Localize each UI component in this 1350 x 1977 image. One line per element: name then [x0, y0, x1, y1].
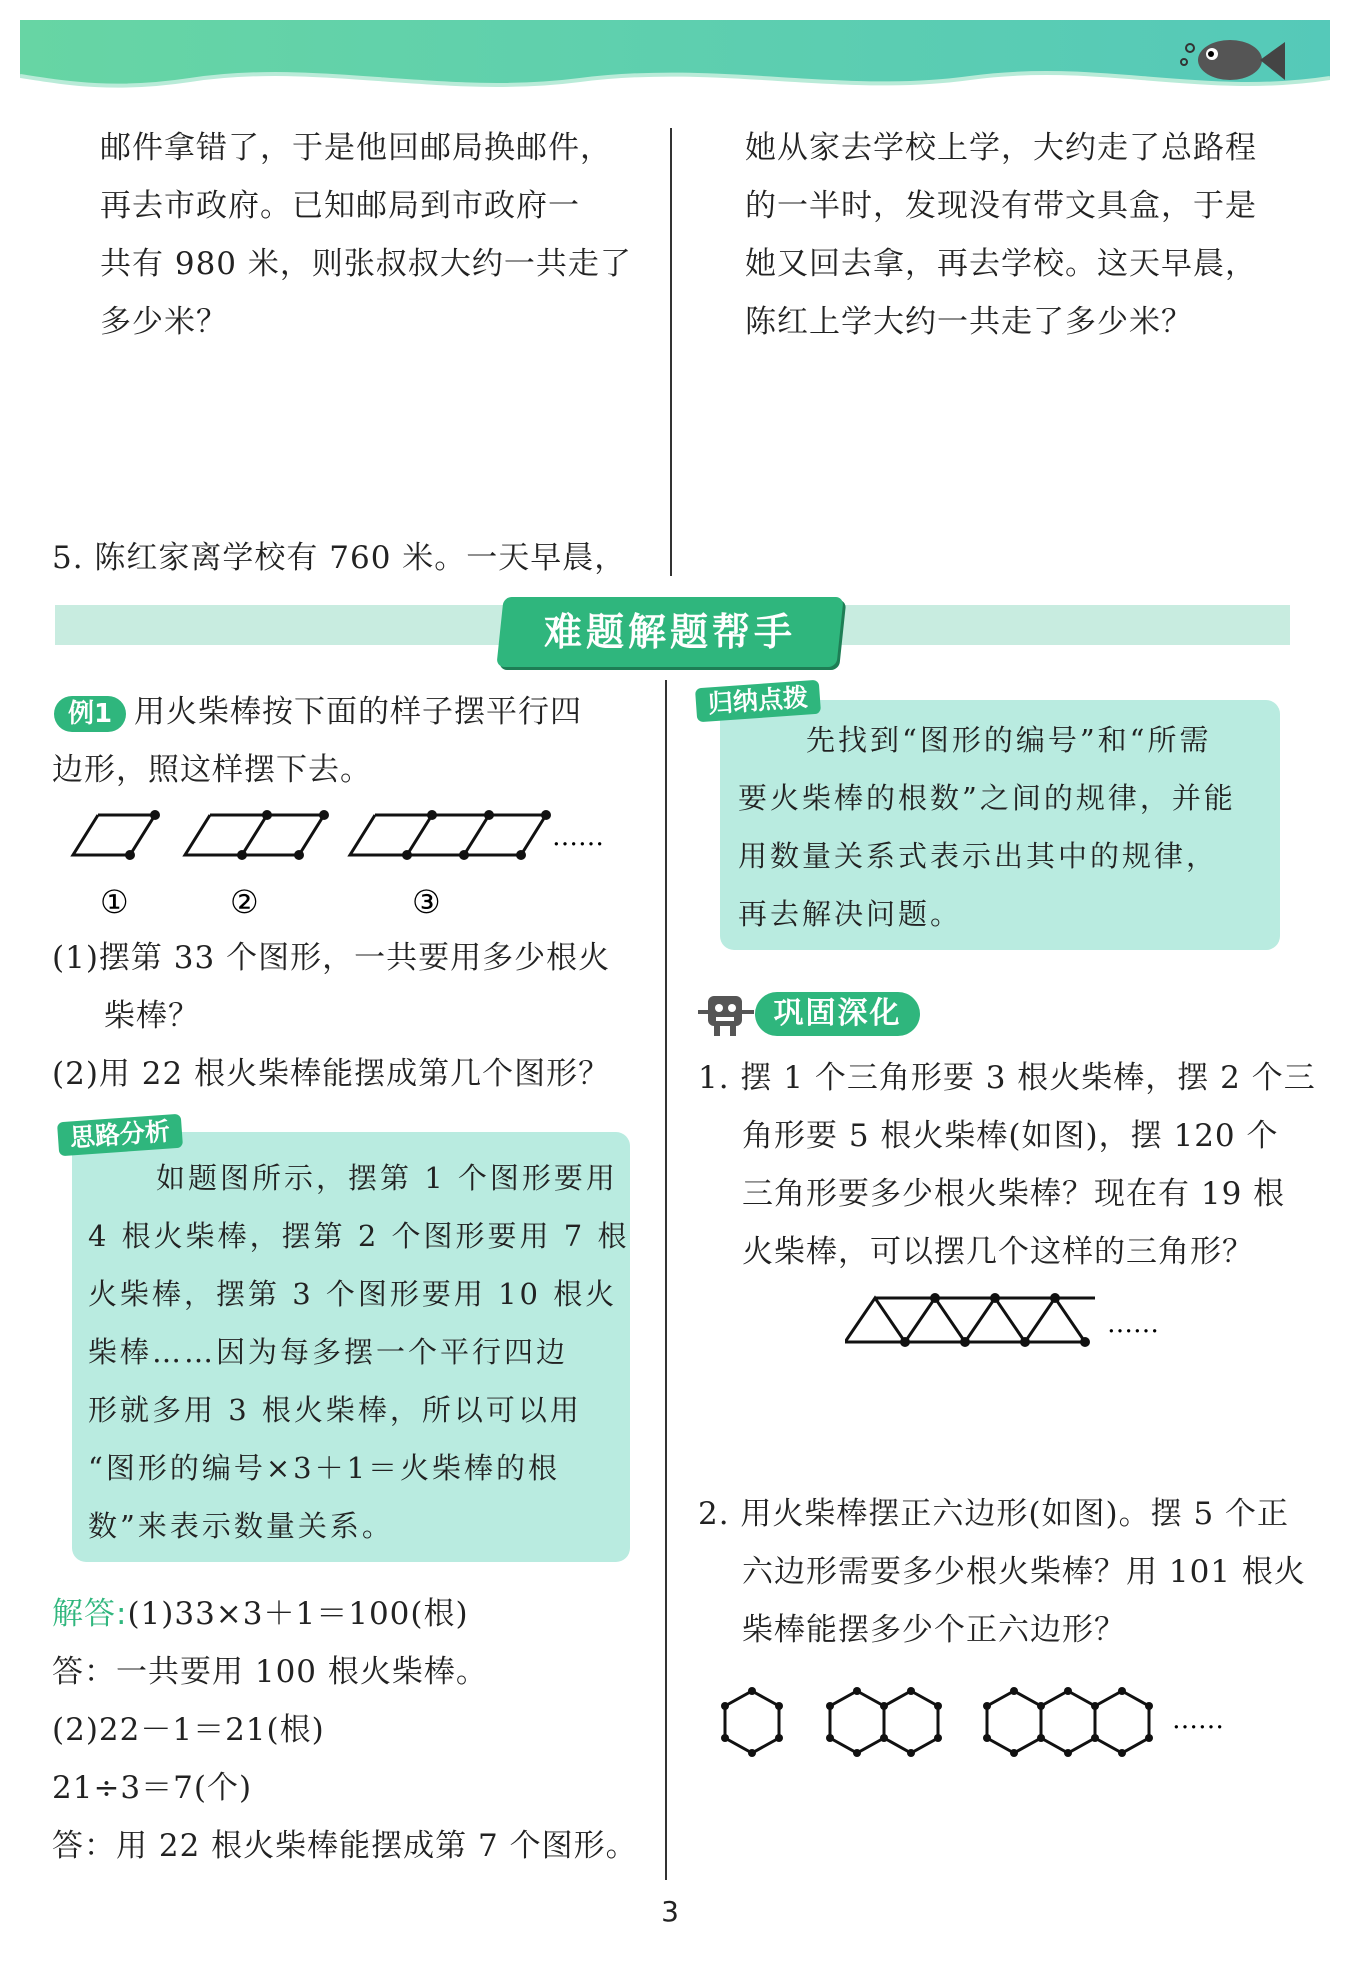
- top-right-line-2: 的一半时，发现没有带文具盒，于是: [745, 188, 1257, 224]
- summary-line-2: 要火柴棒的根数”之间的规律，并能: [738, 781, 1236, 815]
- analysis-line-3: 火柴棒，摆第 3 个图形要用 10 根火: [88, 1277, 618, 1311]
- top-left-line-3: 共有 980 米，则张叔叔大约一共走了: [100, 246, 632, 282]
- section-title: 难题解题帮手: [543, 610, 796, 654]
- question-2: (2)用 22 根火柴棒能摆成第几个图形？: [52, 1056, 611, 1092]
- question-1-line-2: 柴棒？: [104, 998, 200, 1034]
- consolidate-q1-line-4: 火柴棒，可以摆几个这样的三角形？: [742, 1234, 1254, 1270]
- robot-mascot-icon: [696, 986, 756, 1040]
- top-left-line-2: 再去市政府。已知邮局到市政府一: [100, 188, 580, 224]
- analysis-tag: 思路分析: [57, 1114, 183, 1157]
- page-number: 3: [661, 1895, 679, 1928]
- analysis-line-2: 4 根火柴棒，摆第 2 个图形要用 7 根: [88, 1219, 630, 1253]
- analysis-line-4: 柴棒……因为每多摆一个平行四边: [88, 1335, 569, 1369]
- parallelogram-figures: [70, 805, 630, 925]
- figure-label-2: ②: [230, 883, 259, 921]
- top-left-line-4: 多少米？: [100, 304, 228, 340]
- summary-tag: 归纳点拨: [695, 680, 821, 723]
- summary-line-4: 再去解决问题。: [738, 897, 963, 931]
- question-1-line-1: (1)摆第 33 个图形，一共要用多少根火: [52, 940, 611, 976]
- top-wave-band: [20, 20, 1330, 98]
- column-divider: [670, 128, 672, 576]
- example-line-1: 用火柴棒按下面的样子摆平行四: [134, 694, 582, 730]
- figure-2: [185, 815, 324, 855]
- triangles-ellipsis: ……: [1107, 1309, 1159, 1339]
- example-badge: 例1: [54, 696, 126, 732]
- solution-label: 解答:: [52, 1596, 128, 1632]
- consolidate-q2-line-2: 六边形需要多少根火柴棒？用 101 根火: [742, 1554, 1306, 1590]
- summary-line-1: 先找到“图形的编号”和“所需: [806, 723, 1212, 757]
- consolidate-q1-line-2: 角形要 5 根火柴棒(如图)，摆 120 个: [742, 1118, 1279, 1154]
- figure-ellipsis: ……: [552, 822, 604, 852]
- top-right-line-4: 陈红上学大约一共走了多少米？: [745, 304, 1193, 340]
- top-left-line-1: 邮件拿错了，于是他回邮局换邮件，: [100, 130, 612, 166]
- solution-line-2: 答：一共要用 100 根火柴棒。: [52, 1654, 488, 1690]
- hexagons-figure: [720, 1672, 1260, 1772]
- triangles-figure: [845, 1292, 1185, 1352]
- solution-line-5: 答：用 22 根火柴棒能摆成第 7 个图形。: [52, 1828, 638, 1864]
- top-right-line-1: 她从家去学校上学，大约走了总路程: [745, 130, 1257, 166]
- solution-line-3: (2)22－1＝21(根): [52, 1712, 325, 1748]
- figure-3: [350, 815, 546, 855]
- hexagons-ellipsis: ……: [1172, 1705, 1224, 1735]
- analysis-line-1: 如题图所示，摆第 1 个图形要用: [156, 1161, 618, 1195]
- consolidate-title: 巩固深化: [755, 992, 920, 1036]
- column-divider-lower: [665, 680, 667, 1880]
- analysis-line-7: 数”来表示数量关系。: [88, 1509, 394, 1543]
- solution-calc-1: (1)33×3＋1＝100(根): [127, 1596, 469, 1632]
- figure-label-1: ①: [100, 883, 129, 921]
- solution-line-1: [52, 1594, 469, 1634]
- figure-label-3: ③: [412, 883, 441, 921]
- solution-line-4: 21÷3＝7(个): [52, 1770, 253, 1806]
- summary-line-3: 用数量关系式表示出其中的规律，: [738, 839, 1219, 873]
- consolidate-q1-line-1: 1. 摆 1 个三角形要 3 根火柴棒，摆 2 个三: [698, 1060, 1316, 1096]
- consolidate-q2-line-1: 2. 用火柴棒摆正六边形(如图)。摆 5 个正: [698, 1496, 1290, 1532]
- analysis-line-6: “图形的编号×3＋1＝火柴棒的根: [88, 1451, 561, 1485]
- example-line-2: 边形，照这样摆下去。: [52, 752, 372, 788]
- consolidate-q1-line-3: 三角形要多少根火柴棒？现在有 19 根: [742, 1176, 1286, 1212]
- consolidate-q2-line-3: 柴棒能摆多少个正六边形？: [742, 1612, 1126, 1648]
- figure-1: [73, 815, 155, 855]
- problem-5-text: 5. 陈红家离学校有 760 米。一天早晨，: [52, 540, 627, 576]
- top-right-line-3: 她又回去拿，再去学校。这天早晨，: [745, 246, 1257, 282]
- analysis-line-5: 形就多用 3 根火柴棒，所以可以用: [88, 1393, 582, 1427]
